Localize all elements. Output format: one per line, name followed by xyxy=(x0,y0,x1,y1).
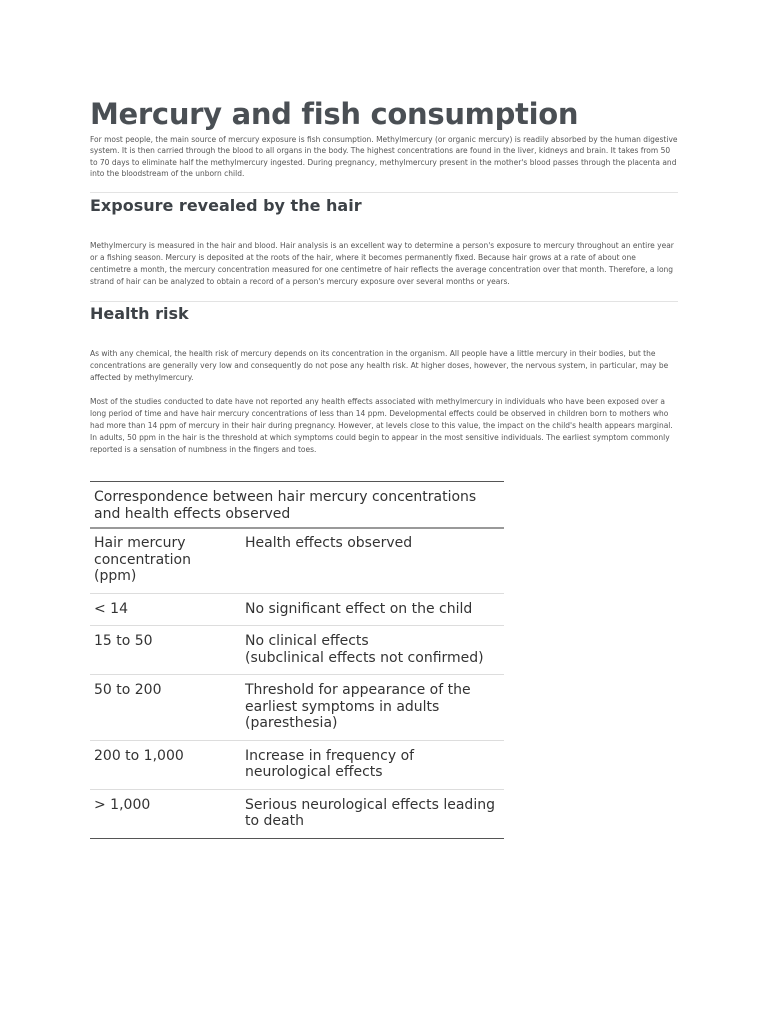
concentration-cell: > 1,000 xyxy=(90,789,241,838)
table-row xyxy=(90,789,504,838)
concentration-cell: 50 to 200 xyxy=(90,675,241,741)
correspondence-table xyxy=(90,481,504,839)
concentration-cell: 15 to 50 xyxy=(90,626,241,675)
section-heading-health-risk: Health risk xyxy=(90,304,189,324)
table-row xyxy=(90,593,504,626)
intro-paragraph: For most people, the main source of mercury exposure is fish consumption. Methylmercury (or organic mercury) is readily absorbed by the human digestive system. It is then carried through the blood to all organs in the body. The highest concentrations are found in the liver, kidneys and brain. It takes from 50 to 70 days to eliminate half the methylmercury ingested. During pregnancy, methylmercury present in the mother's blood passes through the placenta and into the bloodstream of the unborn child. xyxy=(90,135,678,178)
article xyxy=(90,96,678,456)
table-caption: Correspondence between hair mercury concentrations and health effects observed xyxy=(90,481,504,529)
exposure-paragraph: Methylmercury is measured in the hair and blood. Hair analysis is an excellent way to determine a person's exposure to mercury throughout an entire year or a fishing season. Mercury is deposited at the roots of the hair, where it becomes permanently fixed. Because hair grows at a rate of about one centimetre a month, the mercury concentration measured for one centimetre of hair reflects the average concentration over that month. Therefore, a long strand of hair can be analyzed to obtain a record of a person's mercury exposure over several months or years. xyxy=(90,241,674,287)
effect-cell: Threshold for appearance of the earliest symptoms in adults (paresthesia) xyxy=(241,675,504,741)
health-risk-paragraph-1: As with any chemical, the health risk of mercury depends on its concentration in the organism. All people have a little mercury in their bodies, but the concentrations are generally very low and consequently do not pose any health risk. At higher doses, however, the nervous system, in particular, may be affected by methylmercury. xyxy=(90,349,669,383)
section-heading-exposure: Exposure revealed by the hair xyxy=(90,196,362,216)
effect-cell: No clinical effects (subclinical effects not confirmed) xyxy=(241,626,504,675)
table-row xyxy=(90,740,504,789)
effect-cell: Serious neurological effects leading to death xyxy=(241,789,504,838)
health-risk-paragraph-2: Most of the studies conducted to date have not reported any health effects associated with methylmercury in individuals who have been exposed over a long period of time and have hair mercury concentrations of less than 14 ppm. Developmental effects could be observed in children born to mothers who had more than 14 ppm of mercury in their hair during pregnancy. However, at levels close to this value, the impact on the child's health appears marginal. In adults, 50 ppm in the hair is the threshold at which symptoms could begin to appear in the most sensitive individuals. The earliest symptom commonly reported is a sensation of numbness in the fingers and toes. xyxy=(90,397,673,455)
table-row xyxy=(90,675,504,741)
effect-cell: No significant effect on the child xyxy=(241,593,504,626)
page-title: Mercury and fish consumption xyxy=(90,97,579,131)
table-header-row xyxy=(90,529,504,593)
effect-cell: Increase in frequency of neurological effects xyxy=(241,740,504,789)
concentration-cell: 200 to 1,000 xyxy=(90,740,241,789)
column-header-concentration: Hair mercury concentration (ppm) xyxy=(90,529,241,593)
concentration-cell: < 14 xyxy=(90,593,241,626)
column-header-effects: Health effects observed xyxy=(241,529,504,593)
table-row xyxy=(90,626,504,675)
